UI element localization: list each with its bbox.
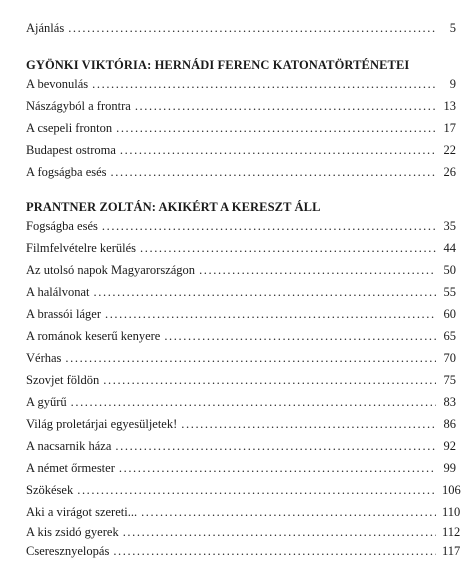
toc-entry — [26, 326, 456, 346]
entry-page-number: 106 — [442, 483, 461, 497]
toc-entry — [26, 414, 456, 434]
entry-page-number: 110 — [442, 505, 461, 519]
entry-title: Filmfelvételre kerülés — [26, 241, 137, 255]
entry-title: A német őrmester — [26, 461, 115, 475]
entry-page-number: 26 — [443, 165, 456, 179]
entry-page-number: 17 — [443, 121, 456, 135]
entry-title: Világ proletárjai egyesüljetek! — [26, 417, 178, 431]
entry-page-number: 117 — [442, 544, 461, 558]
dot-leader — [123, 522, 436, 542]
dot-leader — [141, 502, 436, 522]
dot-leader — [65, 348, 436, 368]
entry-title: A brassói láger — [26, 307, 101, 321]
dot-leader — [102, 216, 436, 236]
toc-entry — [26, 522, 461, 542]
dot-leader — [116, 118, 436, 138]
entry-page-number: 60 — [443, 307, 456, 321]
toc-entry — [26, 162, 456, 182]
entry-title: Aki a virágot szereti... — [26, 505, 138, 519]
entry-title: Vérhas — [26, 351, 62, 365]
dot-leader — [77, 480, 436, 500]
toc-entry — [26, 392, 456, 412]
dot-leader — [68, 18, 436, 38]
entry-page-number: 75 — [443, 373, 456, 387]
dot-leader — [113, 541, 436, 561]
toc-entry — [26, 370, 456, 390]
entry-title: A fogságba esés — [26, 165, 107, 179]
entry-page-number: 65 — [443, 329, 456, 343]
entry-page-number: 86 — [443, 417, 456, 431]
dot-leader — [140, 238, 436, 258]
table-of-contents — [26, 0, 461, 558]
toc-entry — [26, 348, 456, 368]
toc-entry — [26, 260, 456, 280]
toc-entry — [26, 304, 456, 324]
entry-page-number: 83 — [443, 395, 456, 409]
entry-title: A halálvonat — [26, 285, 90, 299]
entry-page-number: 5 — [449, 21, 456, 35]
dot-leader — [120, 140, 436, 160]
toc-entry — [26, 96, 456, 116]
entry-title: A gyűrű — [26, 395, 67, 409]
entry-page-number: 13 — [443, 99, 456, 113]
dot-leader — [103, 370, 436, 390]
dot-leader — [115, 436, 436, 456]
entry-title: Fogságba esés — [26, 219, 98, 233]
entry-page-number: 70 — [443, 351, 456, 365]
toc-entry — [26, 238, 456, 258]
entry-page-number: 55 — [443, 285, 456, 299]
entry-title: Szovjet földön — [26, 373, 100, 387]
entry-title: Az utolsó napok Magyarországon — [26, 263, 196, 277]
toc-entry — [26, 140, 456, 160]
toc-entry — [26, 502, 461, 522]
toc-entry — [26, 74, 456, 94]
toc-entry — [26, 458, 456, 478]
entry-page-number: 50 — [443, 263, 456, 277]
entry-title: Nászágyból a frontra — [26, 99, 131, 113]
dot-leader — [71, 392, 436, 412]
entry-title: A nacsarnik háza — [26, 439, 112, 453]
entry-title: Budapest ostroma — [26, 143, 116, 157]
entry-page-number: 92 — [443, 439, 456, 453]
dot-leader — [164, 326, 436, 346]
toc-entry — [26, 436, 456, 456]
toc-entry — [26, 282, 456, 302]
entry-title: A románok keserű kenyere — [26, 329, 161, 343]
entry-title: Szökések — [26, 483, 74, 497]
entry-title: A bevonulás — [26, 77, 89, 91]
entry-title: Cseresznyelopás — [26, 544, 110, 558]
entry-page-number: 9 — [449, 77, 456, 91]
entry-page-number: 112 — [442, 525, 461, 539]
toc-entry — [26, 480, 461, 500]
entry-page-number: 35 — [443, 219, 456, 233]
dot-leader — [92, 74, 436, 94]
entry-page-number: 44 — [443, 241, 456, 255]
section-heading: GYÖNKI VIKTÓRIA: HERNÁDI FERENC KATONATÖRTÉNETEI — [26, 58, 410, 72]
toc-entry — [26, 541, 461, 561]
dot-leader — [181, 414, 436, 434]
toc-entry-intro — [26, 18, 456, 38]
toc-entry — [26, 118, 456, 138]
dot-leader — [105, 304, 436, 324]
dot-leader — [111, 162, 436, 182]
entry-page-number: 99 — [443, 461, 456, 475]
entry-page-number: 22 — [443, 143, 456, 157]
section-heading: PRANTNER ZOLTÁN: AKIKÉRT A KERESZT ÁLL — [26, 200, 321, 214]
dot-leader — [199, 260, 436, 280]
dot-leader — [119, 458, 436, 478]
dot-leader — [135, 96, 436, 116]
toc-entry — [26, 216, 456, 236]
entry-title: A kis zsidó gyerek — [26, 525, 119, 539]
entry-title: Ajánlás — [26, 21, 65, 35]
dot-leader — [94, 282, 436, 302]
entry-title: A csepeli fronton — [26, 121, 113, 135]
